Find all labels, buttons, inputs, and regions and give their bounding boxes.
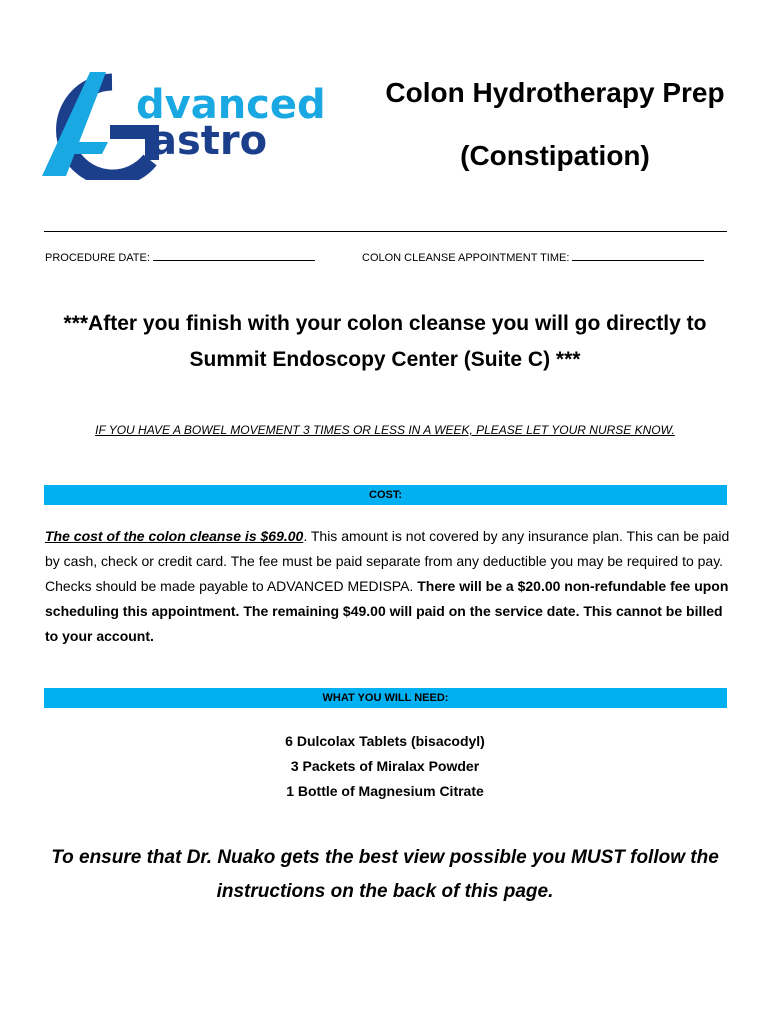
bowel-movement-note: IF YOU HAVE A BOWEL MOVEMENT 3 TIMES OR LESS IN A WEEK, PLEASE LET YOUR NURSE KNOW. bbox=[95, 423, 675, 437]
list-item: 6 Dulcolax Tablets (bisacodyl) bbox=[285, 733, 485, 749]
cost-fee-terms: There will be a $20.00 non-refundable fee upon scheduling this appointment. The remaining $49.00 will paid on the service date. This cannot be billed to your account. bbox=[45, 578, 729, 644]
page-title-line-1: Colon Hydrotherapy Prep bbox=[385, 77, 725, 108]
logo-a-crossbar bbox=[66, 142, 108, 154]
procedure-date-field bbox=[45, 249, 315, 265]
page-title-line-2: (Constipation) bbox=[460, 140, 650, 171]
cost-body: . This amount is not covered by any insurance plan. This can be paid by cash, check or credit card. The fee must be paid separate from any deductible you may be required to pay. Checks should be made payable to ADVANCED MEDISPA. bbox=[45, 528, 730, 594]
closing-instruction: To ensure that Dr. Nuako gets the best view possible you MUST follow the instructions on the back of this page. bbox=[51, 847, 719, 902]
appointment-time-label: COLON CLEANSE APPOINTMENT TIME: bbox=[362, 252, 570, 264]
needs-section-header: WHAT YOU WILL NEED: bbox=[44, 688, 727, 708]
logo-word-bottom: astro bbox=[150, 118, 268, 164]
procedure-date-blank[interactable] bbox=[153, 249, 315, 261]
header-divider bbox=[44, 231, 727, 232]
summit-endoscopy-notice: ***After you finish with your colon cleanse you will go directly to Summit Endoscopy Center (Suite C) *** bbox=[63, 312, 707, 371]
logo-word-top: dvanced bbox=[136, 82, 326, 128]
advanced-gastro-logo bbox=[40, 68, 340, 180]
cost-lead: The cost of the colon cleanse is $69.00 bbox=[45, 528, 304, 544]
list-item: 3 Packets of Miralax Powder bbox=[290, 758, 480, 774]
supplies-list bbox=[40, 729, 730, 804]
appointment-time-blank[interactable] bbox=[572, 249, 704, 261]
cost-section-header: COST: bbox=[44, 485, 727, 505]
list-item: 1 Bottle of Magnesium Citrate bbox=[286, 783, 484, 799]
appointment-time-field bbox=[362, 249, 704, 265]
logo-g-bar bbox=[110, 132, 152, 160]
cost-paragraph bbox=[45, 524, 735, 649]
procedure-date-label: PROCEDURE DATE: bbox=[45, 252, 150, 264]
